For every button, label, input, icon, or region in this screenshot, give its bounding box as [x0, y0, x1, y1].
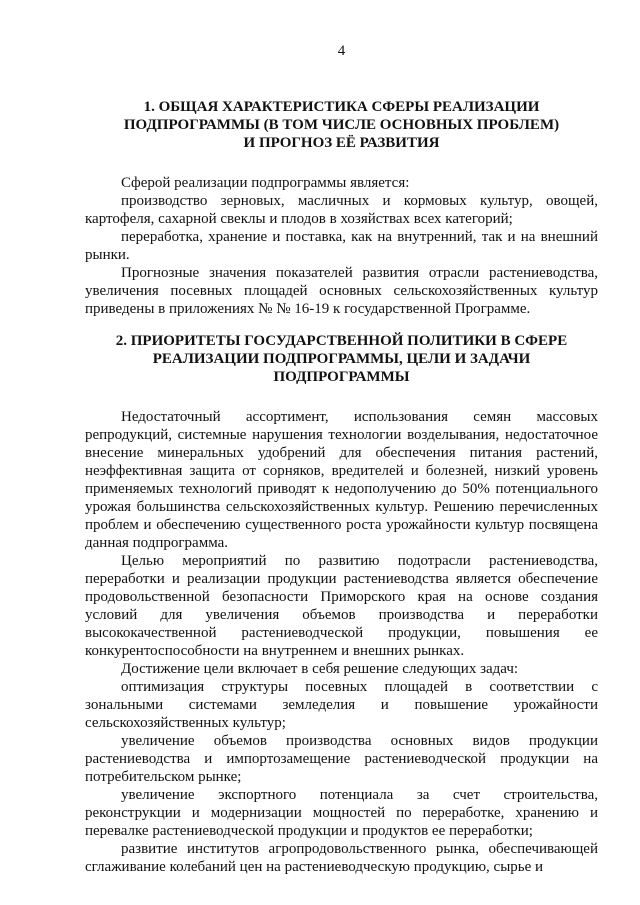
section-2-heading-line: ПОДПРОГРАММЫ: [273, 369, 410, 385]
section-2-heading: [85, 332, 598, 386]
paragraph: Прогнозные значения показателей развития отрасли растениеводства, увеличения посевных площадей основных сельскохозяйственных культур приведены в приложениях № № 16-19 к государственной Программе.: [85, 265, 598, 317]
page-number: 4: [337, 43, 346, 59]
section-2-body: [85, 408, 598, 876]
paragraph: развитие институтов агропродовольственного рынка, обеспечивающей сглаживание колебаний цен на растениеводческую продукцию, сырье и: [85, 841, 598, 875]
paragraph: производство зерновых, масличных и кормовых культур, овощей, картофеля, сахарной свеклы и плодов в хозяйствах всех категорий;: [85, 193, 598, 227]
paragraph: Недостаточный ассортимент, использования семян массовых репродукций, системные нарушения технологии возделывания, недостаточное внесение минеральных удобрений для обеспечения питания растений, неэффективная защита от сорняков, вредителей и болезней, низкий уровень применяемых технологий приводят к недополучению до 50% потенциального урожая большинства сельскохозяйственных культур. Решению перечисленных проблем и обеспечению существенного роста урожайности культур посвящена данная подпрограмма.: [85, 409, 598, 551]
paragraph: Достижение цели включает в себя решение следующих задач:: [121, 661, 519, 677]
paragraph: переработка, хранение и поставка, как на внутренний, так и на внешний рынки.: [85, 229, 598, 263]
section-1-heading-line: 1. ОБЩАЯ ХАРАКТЕРИСТИКА СФЕРЫ РЕАЛИЗАЦИИ: [143, 99, 540, 115]
paragraph: Целью мероприятий по развитию подотрасли растениеводства, переработки и реализации продукции растениеводства является обеспечение продовольственной безопасности Приморского края на основе создания условий для увеличения объемов производства и переработки высококачественной растениеводческой продукции, повышения ее конкурентоспособности на внутреннем и внешних рынках.: [85, 553, 598, 659]
section-2-heading-line: РЕАЛИЗАЦИИ ПОДПРОГРАММЫ, ЦЕЛИ И ЗАДАЧИ: [152, 351, 531, 367]
paragraph: увеличение экспортного потенциала за счет строительства, реконструкции и модернизации мощностей по переработке, хранению и перевалке растениеводческой продукции и продуктов ее переработки;: [85, 787, 598, 839]
section-1-heading-line: ПОДПРОГРАММЫ (В ТОМ ЧИСЛЕ ОСНОВНЫХ ПРОБЛЕМ): [123, 117, 560, 133]
paragraph: Сферой реализации подпрограммы является:: [121, 175, 410, 191]
section-2-heading-line: 2. ПРИОРИТЕТЫ ГОСУДАРСТВЕННОЙ ПОЛИТИКИ В СФЕРЕ: [115, 333, 568, 349]
paragraph: увеличение объемов производства основных видов продукции растениеводства и импортозамещение растениеводческой продукции на потребительском рынке;: [85, 733, 598, 785]
section-1-heading: [85, 98, 598, 152]
section-1-body: [85, 174, 598, 318]
section-1-heading-line: И ПРОГНОЗ ЕЁ РАЗВИТИЯ: [243, 135, 440, 151]
paragraph: оптимизация структуры посевных площадей в соответствии с зональными системами земледелия и повышение урожайности сельскохозяйственных культур;: [85, 679, 598, 731]
